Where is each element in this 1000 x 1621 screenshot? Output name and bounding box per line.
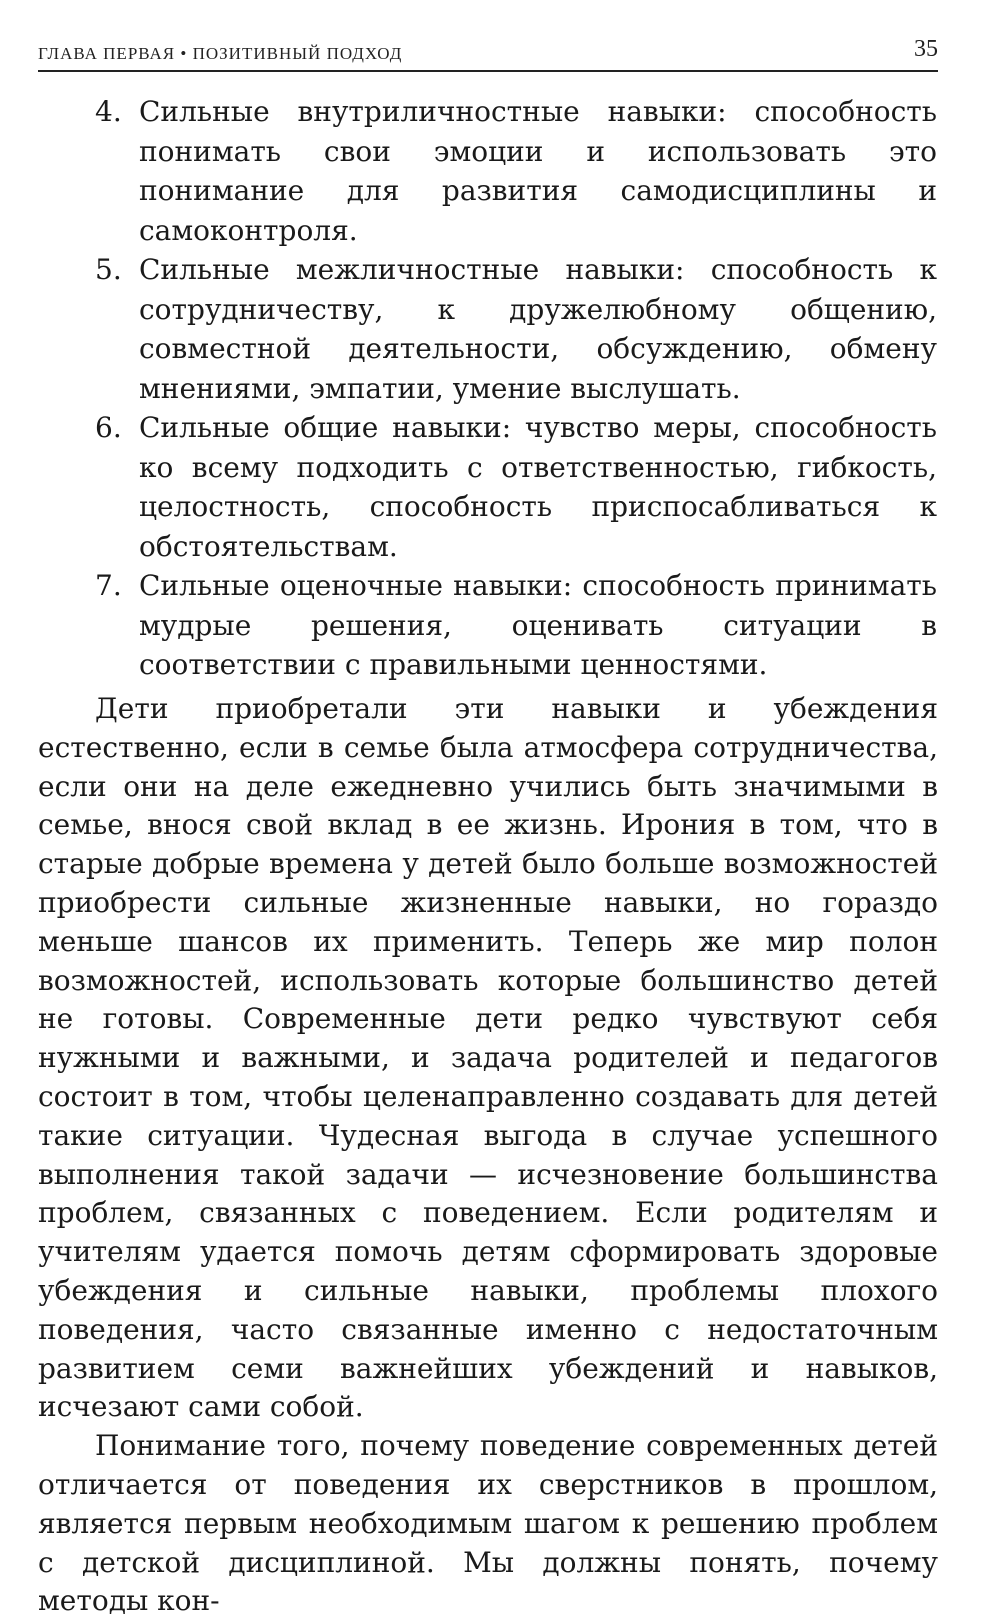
list-item	[95, 408, 937, 566]
body-text	[38, 690, 938, 1621]
paragraph: Понимание того, почему поведение современных детей отличается от поведения их сверстников в прошлом, является первым необходимым шагом к решению проблем с детской дисциплиной. Мы должны понять, почему методы кон-	[38, 1429, 938, 1618]
list-item-number: 6.	[95, 411, 122, 444]
list-item-text: Сильные оценочные навыки: способность принимать мудрые решения, оценивать ситуации в соответствии с правильными ценностями.	[139, 569, 937, 681]
running-head: ГЛАВА ПЕРВАЯ • ПОЗИТИВНЫЙ ПОДХОД	[38, 44, 403, 63]
skills-list	[95, 92, 937, 685]
list-item-text: Сильные межличностные навыки: способность к сотрудничеству, к дружелюбному общению, совместной деятельности, обсуждению, обмену мнениями, эмпатии, умение выслушать.	[139, 253, 937, 405]
page-header	[38, 34, 938, 72]
list-item	[95, 92, 937, 250]
list-item-text: Сильные общие навыки: чувство меры, способность ко всему подходить с ответственностью, гибкость, целостность, способность приспосабливаться к обстоятельствам.	[139, 411, 937, 563]
list-item-number: 4.	[95, 95, 122, 128]
list-item-number: 5.	[95, 253, 122, 286]
paragraph: Дети приобретали эти навыки и убеждения естественно, если в семье была атмосфера сотрудничества, если они на деле ежедневно учились быть значимыми в семье, внося свой вклад в ее жизнь. Ирония в том, что в старые добрые времена у детей было больше возможностей приобрести сильные жизненные навыки, но гораздо меньше шансов их применить. Теперь же мир полон возможностей, использовать которые большинство детей не готовы. Современные дети редко чувствуют себя нужными и важными, и задача родителей и педагогов состоит в том, чтобы целенаправленно создавать для детей такие ситуации. Чудесная выгода в случае успешного выполнения такой задачи — исчезновение большинства проблем, связанных с поведением. Если родителям и учителям удается помочь детям сформировать здоровые убеждения и сильные навыки, проблемы плохого поведения, часто связанные именно с недостаточным развитием семи важнейших убеждений и навыков, исчезают сами собой.	[38, 692, 938, 1424]
list-item	[95, 250, 937, 408]
list-item	[95, 566, 937, 685]
list-item-text: Сильные внутриличностные навыки: способность понимать свои эмоции и использовать это понимание для развития самодисциплины и самоконтроля.	[139, 95, 937, 247]
page-number: 35	[914, 36, 938, 62]
list-item-number: 7.	[95, 569, 122, 602]
